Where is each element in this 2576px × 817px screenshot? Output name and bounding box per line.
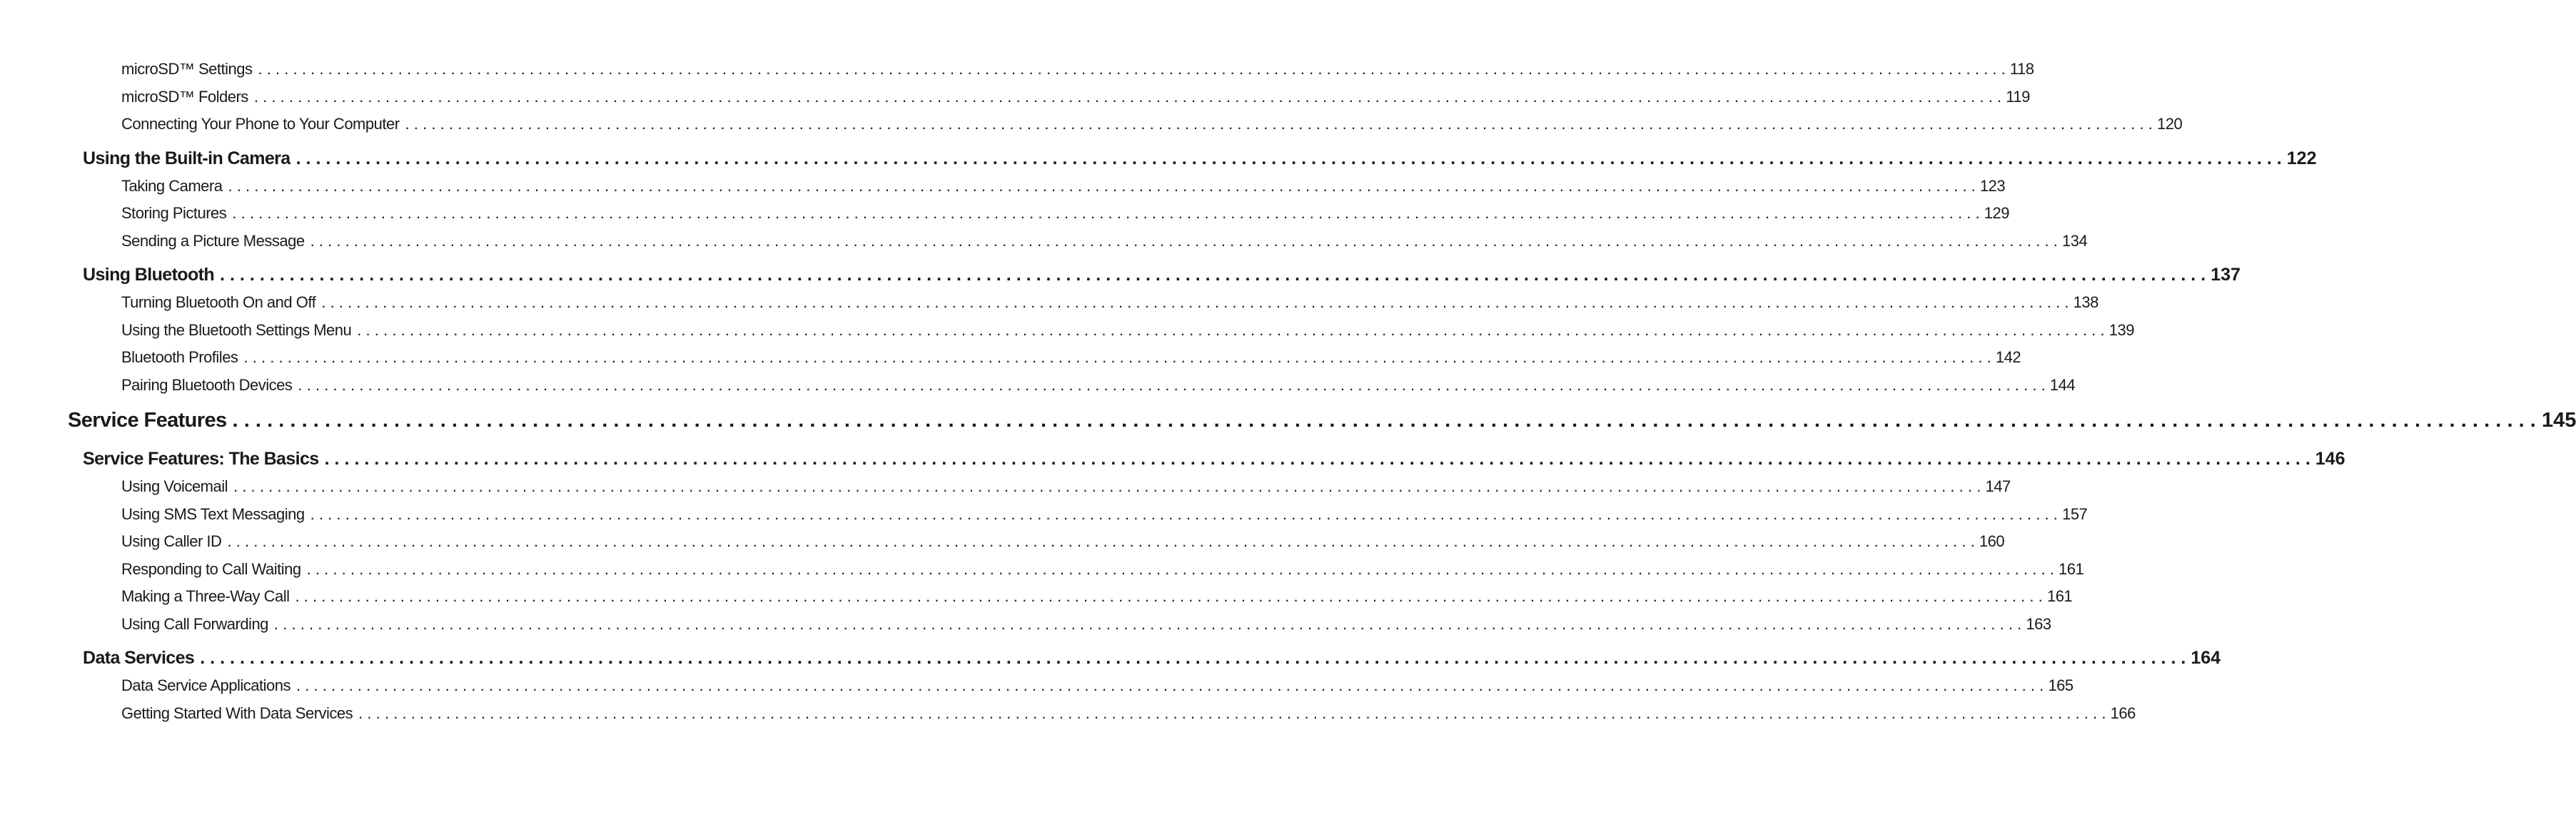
toc-entry[interactable] <box>0 375 2076 404</box>
dot-leader: ........................................................................................................................................................................................................ <box>357 320 2109 339</box>
toc-entry-page: 147 <box>1985 477 2011 495</box>
toc-entry-page: 137 <box>2211 265 2241 285</box>
toc-entry[interactable] <box>0 87 2030 116</box>
toc-entry-page: 160 <box>1979 532 2005 550</box>
toc-entry-title: Using Voicemail <box>121 477 228 495</box>
toc-entry[interactable] <box>0 293 2098 321</box>
dot-leader: ........................................................................................................................................................................................................ <box>306 559 2059 578</box>
toc-entry[interactable] <box>0 320 2134 349</box>
toc-entry-page: 139 <box>2108 320 2134 339</box>
toc-entry[interactable] <box>0 115 2183 143</box>
toc-section-entry[interactable] <box>0 449 2345 477</box>
toc-entry-title: Data Services <box>83 648 195 668</box>
toc-entry-page: 129 <box>1984 204 2009 222</box>
toc-section-entry[interactable] <box>0 265 2241 293</box>
dot-leader: ........................................................................................................................................................................................................ <box>296 148 2287 168</box>
dot-leader: ........................................................................................................................................................................................................ <box>273 614 2026 633</box>
toc-entry[interactable] <box>0 477 2011 505</box>
toc-entry-page: 146 <box>2315 449 2345 469</box>
toc-entry-title: Service Features: The Basics <box>83 449 319 469</box>
toc-entry-title: Using SMS Text Messaging <box>121 504 305 523</box>
toc-entry-title: Using the Built-in Camera <box>83 148 291 168</box>
toc-entry-page: 122 <box>2286 148 2317 168</box>
toc-entry-title: microSD™ Settings <box>121 60 253 78</box>
toc-entry[interactable] <box>0 587 2073 615</box>
toc-entry-title: Data Service Applications <box>121 676 291 694</box>
toc-entry[interactable] <box>0 176 2006 205</box>
dot-leader: ........................................................................................................................................................................................................ <box>310 231 2063 250</box>
toc-entry-page: 145 <box>2541 409 2576 432</box>
toc-entry-title: Bluetooth Profiles <box>121 348 238 366</box>
toc-entry-page: 166 <box>2110 704 2136 722</box>
toc-entry-title: Turning Bluetooth On and Off <box>121 293 316 311</box>
toc-entry[interactable] <box>0 60 2034 88</box>
toc-entry[interactable] <box>0 348 2021 376</box>
dot-leader: ........................................................................................................................................................................................................ <box>200 648 2191 668</box>
toc-section-entry[interactable] <box>0 648 2221 676</box>
toc-entry-title: Sending a Picture Message <box>121 231 305 250</box>
toc-entry[interactable] <box>0 532 2005 560</box>
toc-entry-page: 164 <box>2191 648 2221 668</box>
dot-leader: ........................................................................................................................................................................................................ <box>405 115 2157 133</box>
dot-leader: ........................................................................................................................................................................................................ <box>233 477 1986 495</box>
toc-entry-title: Taking Camera <box>121 176 223 195</box>
toc-entry[interactable] <box>0 676 2074 704</box>
dot-leader: ........................................................................................................................................................................................................ <box>298 375 2050 394</box>
dot-leader: ........................................................................................................................................................................................................ <box>295 587 2047 605</box>
toc-entry[interactable] <box>0 559 2084 588</box>
dot-leader: ........................................................................................................................................................................................................ <box>258 60 2010 78</box>
toc-entry-page: 118 <box>2009 60 2034 78</box>
toc-entry-page: 138 <box>2073 293 2098 311</box>
toc-entry[interactable] <box>0 704 2136 732</box>
toc-entry[interactable] <box>0 504 2088 533</box>
toc-entry-page: 134 <box>2062 231 2088 250</box>
toc-entry-page: 163 <box>2026 614 2051 633</box>
toc-entry-title: microSD™ Folders <box>121 87 248 106</box>
toc-entry-title: Service Features <box>68 409 227 432</box>
toc-entry[interactable] <box>0 204 2009 232</box>
dot-leader: ........................................................................................................................................................................................................ <box>321 293 2074 311</box>
toc-entry-page: 123 <box>1979 176 2006 195</box>
table-of-contents <box>0 60 2576 731</box>
dot-leader: ........................................................................................................................................................................................................ <box>220 265 2211 285</box>
toc-entry-page: 161 <box>2046 587 2073 605</box>
toc-entry-title: Using Caller ID <box>121 532 222 550</box>
toc-entry-page: 165 <box>2048 676 2074 694</box>
toc-entry-page: 119 <box>2006 87 2030 106</box>
toc-entry-title: Using Bluetooth <box>83 265 215 285</box>
toc-entry-title: Connecting Your Phone to Your Computer <box>121 115 400 133</box>
dot-leader: ........................................................................................................................................................................................................ <box>228 176 1980 195</box>
toc-entry-title: Storing Pictures <box>121 204 227 222</box>
dot-leader: ........................................................................................................................................................................................................ <box>324 449 2315 469</box>
dot-leader: ........................................................................................................................................................................................................ <box>358 704 2111 722</box>
toc-entry-title: Using the Bluetooth Settings Menu <box>121 320 352 339</box>
toc-entry-title: Responding to Call Waiting <box>121 559 301 578</box>
toc-section-entry[interactable] <box>0 148 2317 177</box>
dot-leader: ........................................................................................................................................................................................................ <box>310 504 2063 523</box>
dot-leader: ........................................................................................................................................................................................................ <box>253 87 2006 106</box>
toc-entry-title: Pairing Bluetooth Devices <box>121 375 293 394</box>
toc-entry-page: 120 <box>2157 115 2183 133</box>
toc-entry-title: Getting Started With Data Services <box>121 704 353 722</box>
toc-entry-title: Using Call Forwarding <box>121 614 268 633</box>
toc-entry-title: Making a Three-Way Call <box>121 587 290 605</box>
dot-leader: ........................................................................................................................................................................................................ <box>227 532 1979 550</box>
dot-leader: ........................................................................................................................................................................................................ <box>232 204 1984 222</box>
toc-entry-page: 161 <box>2059 559 2084 578</box>
dot-leader: ........................................................................................................................................................................................................ <box>296 676 2049 694</box>
toc-entry[interactable] <box>0 231 2088 260</box>
toc-entry[interactable] <box>0 614 2051 643</box>
toc-entry-page: 142 <box>1995 348 2021 366</box>
toc-entry-page: 144 <box>2049 375 2076 394</box>
dot-leader: ........................................................................................................................................................................................................ <box>243 348 1996 366</box>
toc-chapter-entry[interactable] <box>0 409 2576 443</box>
dot-leader: ........................................................................................................................................................................................................ <box>232 409 2542 432</box>
toc-entry-page: 157 <box>2062 504 2088 523</box>
